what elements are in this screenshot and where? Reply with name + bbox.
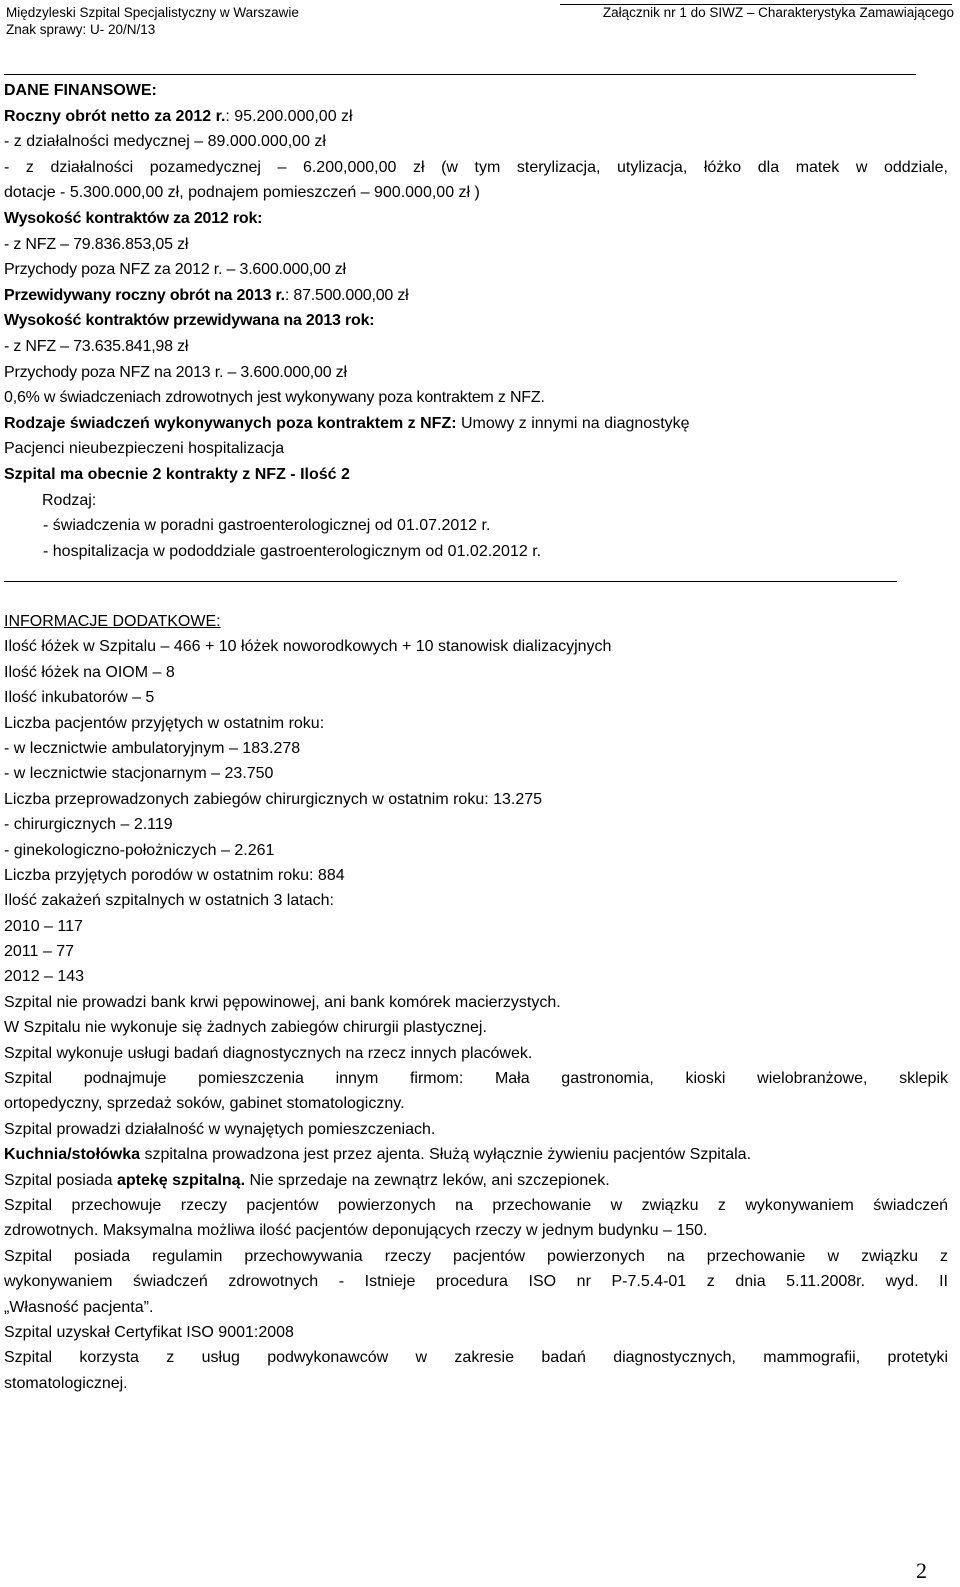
kitchen-label: Kuchnia/stołówka — [4, 1146, 141, 1164]
forecast-label: Przewidywany roczny obrót na 2013 r. — [4, 286, 285, 304]
infections-2012: 2012 – 143 — [4, 968, 85, 986]
pharmacy-pre: Szpital posiada — [4, 1171, 117, 1189]
storage-line2: zdrowotnych. Maksymalna możliwa ilość pacjentów deponujących rzeczy w jednym budynku – 150. — [4, 1222, 708, 1240]
turnover-label: Roczny obrót netto za 2012 r. — [4, 107, 226, 125]
iso-certificate: Szpital uzyskał Certyfikat ISO 9001:2008 — [4, 1323, 294, 1341]
nonmedical-income-line2: dotacje - 5.300.000,00 zł, podnajem pomieszczeń – 900.000,00 zł ) — [4, 184, 480, 202]
section-divider-bottom — [4, 581, 897, 582]
income-outside-nfz-2012: Przychody poza NFZ za 2012 r. – 3.600.000,00 zł — [4, 261, 346, 279]
pharmacy-text: Nie sprzedaje na zewnątrz leków, ani szczepionek. — [245, 1171, 610, 1189]
gynecological-count: - ginekologiczno-położniczych – 2.261 — [4, 841, 275, 859]
inpatient-count: - w lecznictwie stacjonarnym – 23.750 — [4, 765, 274, 783]
infections-label: Ilość zakażeń szpitalnych w ostatnich 3 latach: — [4, 892, 334, 910]
services-outside-contract — [4, 411, 948, 437]
outpatient-count: - w lecznictwie ambulatoryjnym – 183.278 — [4, 739, 301, 757]
regulations-line1: Szpital posiada regulamin przechowywania rzeczy pacjentów powierzonych na przechowanie w związku z — [4, 1247, 948, 1265]
pharmacy-note — [4, 1168, 948, 1193]
forecast-turnover-2013 — [4, 283, 948, 309]
medical-income: - z działalności medycznej – 89.000.000,00 zł — [4, 133, 326, 151]
attachment-title: Załącznik nr 1 do SIWZ – Charakterystyka Zamawiającego — [602, 5, 954, 20]
current-contracts: Szpital ma obecnie 2 kontrakty z NFZ - Ilość 2 — [4, 465, 350, 483]
nfz-2012: - z NFZ – 79.836.853,05 zł — [4, 235, 189, 253]
additional-heading: INFORMACJE DODATKOWE: — [4, 613, 221, 630]
case-number: Znak sprawy: U- 20/N/13 — [6, 22, 156, 37]
rent-line1: Szpital podnajmuje pomieszczenia innym firmom: Mała gastronomia, kioski wielobranżowe, sklepik — [4, 1070, 948, 1088]
income-outside-nfz-2013: Przychody poza NFZ na 2013 r. – 3.600.000,00 zł — [4, 363, 347, 381]
hospital-name: Międzyleski Szpital Specjalistyczny w Warszawie — [6, 5, 299, 20]
regulations-line3: „Własność pacjenta”. — [4, 1298, 154, 1316]
kitchen-text: szpitalna prowadzona jest przez ajenta. Służą wyłącznie żywieniu pacjentów Szpitala. — [140, 1146, 752, 1164]
infections-2010: 2010 – 117 — [4, 917, 83, 935]
infections-2011: 2011 – 77 — [4, 943, 74, 961]
kitchen-note — [4, 1142, 948, 1167]
incubators-count: Ilość inkubatorów – 5 — [4, 689, 155, 707]
turnover-value: : 95.200.000,00 zł — [225, 107, 353, 125]
financial-data-section — [4, 78, 948, 564]
diagnostics-note: Szpital wykonuje usługi badań diagnostycznych na rzecz innych placówek. — [4, 1044, 533, 1062]
annual-turnover-2012 — [4, 104, 948, 130]
blood-bank-note: Szpital nie prowadzi bank krwi pępowinowej, ani bank komórek macierzystych. — [4, 993, 561, 1011]
subcontract-line1: Szpital korzysta z usług podwykonawców w zakresie badań diagnostycznych, mammografii, protetyki — [4, 1349, 948, 1367]
contracts-2013-label: Wysokość kontraktów przewidywana na 2013 rok: — [4, 312, 375, 330]
section-divider-top — [4, 74, 916, 75]
activity-note: Szpital prowadzi działalność w wynajętych pomieszczeniach. — [4, 1120, 436, 1138]
pharmacy-label: aptekę szpitalną. — [116, 1171, 246, 1189]
outside-contract-percentage: 0,6% w świadczeniach zdrowotnych jest wykonywany poza kontraktem z NFZ. — [4, 389, 545, 407]
services-types-label: Rodzaje świadczeń wykonywanych poza kontraktem z NFZ: — [4, 414, 457, 432]
oiom-beds: Ilość łóżek na OIOM – 8 — [4, 663, 175, 681]
page-number: 2 — [916, 1558, 927, 1583]
contracts-2012-label: Wysokość kontraktów za 2012 rok: — [4, 209, 263, 227]
rent-line2: ortopedyczny, sprzedaż soków, gabinet stomatologiczny. — [4, 1095, 405, 1113]
financial-heading: DANE FINANSOWE: — [4, 82, 157, 99]
additional-info-section — [4, 609, 948, 1396]
contract-type-label: Rodzaj: — [42, 491, 97, 509]
storage-line1: Szpital przechowuje rzeczy pacjentów powierzonych na przechowanie w związku z wykonywaniem świadczeń — [4, 1196, 948, 1214]
nonmedical-income-line1: - z działalności pozamedycznej – 6.200,000,00 zł (w tym sterylizacja, utylizacja, łóżko dla matek w oddziale, — [4, 158, 948, 176]
beds-count: Ilość łóżek w Szpitalu – 466 + 10 łóżek noworodkowych + 10 stanowisk dializacyjnych — [4, 638, 612, 656]
surgeries-label: Liczba przeprowadzonych zabiegów chirurgicznych w ostatnim roku: 13.275 — [4, 790, 543, 808]
contract-type-1: - świadczenia w poradni gastroenterologicznej od 01.07.2012 r. — [43, 517, 491, 535]
header-left — [6, 4, 299, 38]
contract-type-2: - hospitalizacja w pododdziale gastroenterologicznym od 01.02.2012 r. — [43, 542, 542, 560]
patients-label: Liczba pacjentów przyjętych w ostatnim roku: — [4, 714, 325, 732]
births-count: Liczba przyjętych porodów w ostatnim roku: 884 — [4, 866, 345, 884]
uninsured-patients: Pacjenci nieubezpieczeni hospitalizacja — [4, 440, 285, 458]
plastic-surgery-note: W Szpitalu nie wykonuje się żadnych zabiegów chirurgii plastycznej. — [4, 1019, 487, 1037]
surgical-count: - chirurgicznych – 2.119 — [4, 816, 173, 834]
forecast-value: : 87.500.000,00 zł — [284, 286, 409, 304]
subcontract-line2: stomatologicznej. — [4, 1374, 128, 1392]
regulations-line2: wykonywaniem świadczeń zdrowotnych - Istnieje procedura ISO nr P-7.5.4-01 z dnia 5.11.2008r. wyd. II — [4, 1273, 948, 1291]
nfz-2013: - z NFZ – 73.635.841,98 zł — [4, 337, 189, 355]
services-types-value: Umowy z innymi na diagnostykę — [456, 414, 690, 432]
